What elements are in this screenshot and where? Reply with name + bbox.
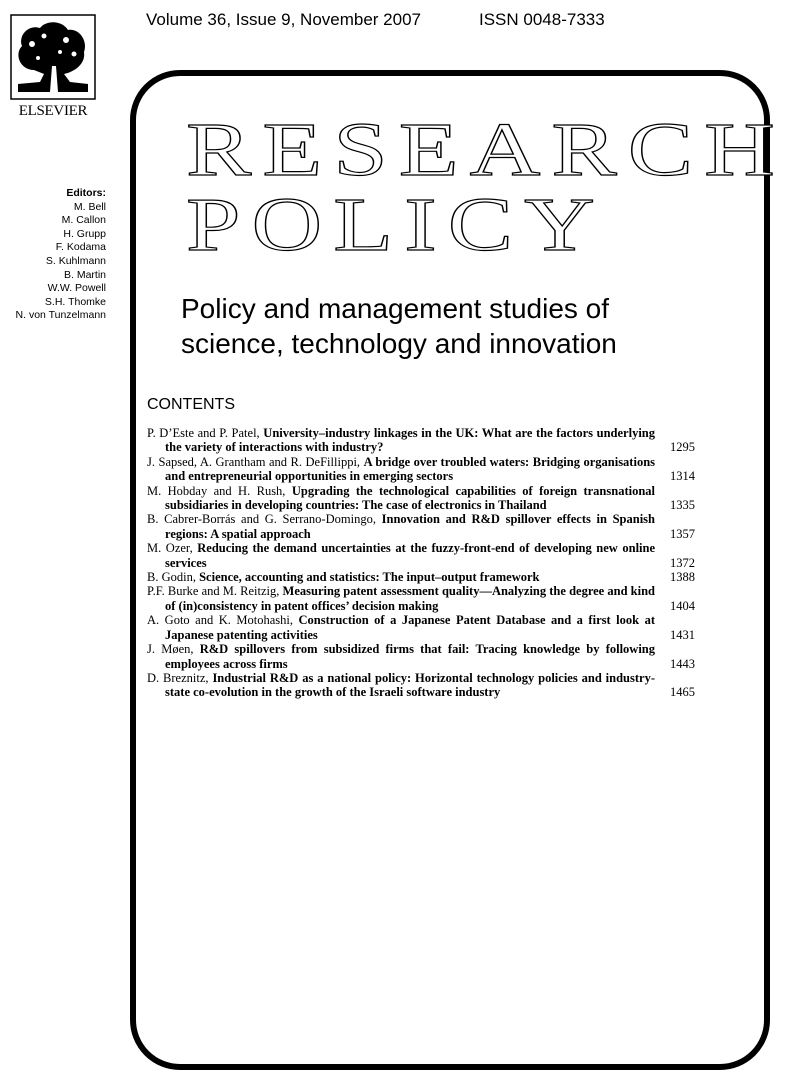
editor-name: H. Grupp xyxy=(63,227,106,240)
contents-heading: CONTENTS xyxy=(147,396,235,413)
toc-title: A bridge over troubled waters: Bridging organisations and entrepreneurial opportunities in emerging sectors xyxy=(165,454,656,484)
toc-authors: J. Sapsed, A. Grantham and R. DeFillippi, xyxy=(147,454,361,469)
toc-entry[interactable] xyxy=(147,512,695,541)
toc-authors: B. Cabrer-Borrás and G. Serrano-Domingo, xyxy=(147,512,376,527)
editor-name: M. Bell xyxy=(73,200,106,213)
table-of-contents xyxy=(147,426,695,700)
toc-page: 1357 xyxy=(670,526,695,541)
toc-authors: P.F. Burke and M. Reitzig, xyxy=(147,584,280,599)
toc-title: University–industry linkages in the UK: What are the factors underlying the variety of interactions with industry? xyxy=(165,426,656,455)
toc-authors: B. Godin, xyxy=(147,570,196,585)
toc-page: 1372 xyxy=(670,555,695,570)
toc-authors: M. Ozer, xyxy=(147,541,193,556)
toc-entry[interactable] xyxy=(147,642,695,671)
toc-entry[interactable] xyxy=(147,584,695,613)
issue-line: Volume 36, Issue 9, November 2007 xyxy=(146,10,421,29)
editor-name: S.H. Thomke xyxy=(44,295,106,308)
toc-page: 1443 xyxy=(670,656,695,671)
issn: ISSN 0048-7333 xyxy=(479,10,605,29)
toc-title: Innovation and R&D spillover effects in Spanish regions: A spatial approach xyxy=(165,512,656,541)
toc-entry[interactable] xyxy=(147,455,695,484)
journal-title-line2: POLICY xyxy=(186,183,606,268)
toc-authors: J. Møen, xyxy=(147,642,194,657)
toc-entry[interactable] xyxy=(147,541,695,570)
toc-page: 1404 xyxy=(670,598,695,613)
toc-authors: P. D’Este and P. Patel, xyxy=(147,426,260,440)
toc-title: Measuring patent assessment quality—Analyzing the degree and kind of (in)consistency in patent offices’ decision making xyxy=(165,584,655,613)
toc-entry[interactable] xyxy=(147,613,695,642)
editor-name: S. Kuhlmann xyxy=(45,254,106,267)
editor-name: N. von Tunzelmann xyxy=(15,309,106,322)
publisher-name: ELSEVIER xyxy=(18,103,88,119)
editor-name: M. Callon xyxy=(61,214,106,227)
subtitle-line1: Policy and management studies of xyxy=(181,293,610,324)
toc-page: 1314 xyxy=(670,469,695,484)
toc-title: R&D spillovers from subsidized firms that fail: Tracing knowledge by following employees across firms xyxy=(165,642,656,671)
editor-name: W.W. Powell xyxy=(47,282,106,295)
toc-authors: A. Goto and K. Motohashi, xyxy=(147,613,293,628)
toc-title: Industrial R&D as a national policy: Horizontal technology policies and industry-state co-evolution in the growth of the Israeli software industry xyxy=(165,670,655,700)
editors-heading: Editors: xyxy=(66,187,106,199)
toc-page: 1295 xyxy=(670,440,695,455)
toc-authors: D. Breznitz, xyxy=(147,670,209,685)
toc-entry[interactable] xyxy=(147,426,695,455)
subtitle-line2: science, technology and innovation xyxy=(181,328,617,359)
toc-title: Upgrading the technological capabilities of foreign transnational subsidiaries in developing countries: The case of electronics in Thailand xyxy=(165,483,656,513)
editor-name: B. Martin xyxy=(63,268,106,281)
toc-authors: M. Hobday and H. Rush, xyxy=(147,483,286,498)
toc-page: 1431 xyxy=(670,627,695,642)
toc-title: Construction of a Japanese Patent Database and a first look at Japanese patenting activities xyxy=(165,613,656,642)
toc-entry[interactable] xyxy=(147,570,695,584)
toc-entry[interactable] xyxy=(147,671,695,700)
toc-title: Reducing the demand uncertainties at the fuzzy-front-end of developing new online services xyxy=(165,541,656,570)
editors-list xyxy=(16,187,106,323)
toc-page: 1465 xyxy=(670,685,695,700)
editor-name: F. Kodama xyxy=(55,241,106,254)
toc-page: 1335 xyxy=(670,498,695,513)
toc-title: Science, accounting and statistics: The input–output framework xyxy=(199,570,540,585)
journal-subtitle xyxy=(181,291,617,361)
toc-entry[interactable] xyxy=(147,484,695,513)
toc-page: 1388 xyxy=(670,570,695,585)
journal-title-line1: RESEARCH xyxy=(186,108,786,193)
